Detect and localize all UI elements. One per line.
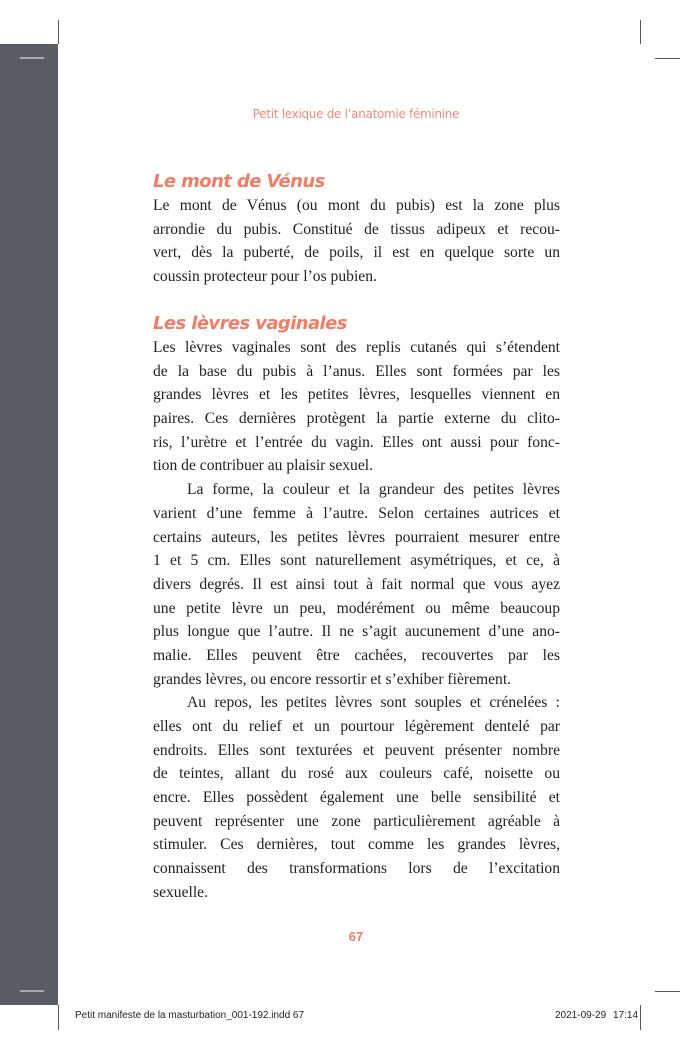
section-body bbox=[153, 194, 560, 289]
text-line: varient d’une femme à l’autre. Selon certaines autrices et bbox=[153, 504, 560, 522]
text-line: peuvent représenter une zone particulièrement agréable à bbox=[153, 812, 560, 830]
text-line: malie. Elles peuvent être cachées, recouvertes par les bbox=[153, 646, 560, 664]
crop-mark bbox=[655, 58, 680, 59]
text-line: Au repos, les petites lèvres sont souples et crénelées : bbox=[187, 694, 560, 712]
text-line: Le mont de Vénus (ou mont du pubis) est la zone plus bbox=[153, 197, 560, 214]
text-line: endroits. Elles sont texturées et peuvent présenter nombre bbox=[153, 741, 560, 759]
crop-mark bbox=[640, 1005, 641, 1030]
text-line: coussin protecteur pour l’os pubien. bbox=[153, 268, 377, 286]
text-line: connaissent des transformations lors de l’excitation bbox=[153, 860, 560, 878]
text-line: divers degrés. Il est ainsi tout à fait normal que vous ayez bbox=[153, 575, 560, 593]
text-line: paires. Ces dernières protègent la partie externe du clito- bbox=[153, 410, 560, 428]
section-heading: Les lèvres vaginales bbox=[153, 313, 347, 334]
text-line: stimuler. Ces dernières, tout comme les grandes lèvres, bbox=[153, 836, 560, 854]
slug-filename: Petit manifeste de la masturbation_001-192.indd 67 bbox=[75, 1010, 305, 1021]
slug-time: 17:14 bbox=[613, 1010, 639, 1021]
crop-mark bbox=[20, 57, 44, 59]
section-body bbox=[153, 336, 560, 905]
text-line: de teintes, allant du rosé aux couleurs café, noisette ou bbox=[153, 765, 560, 783]
text-line: de la base du pubis à l’anus. Elles sont formées par les bbox=[153, 362, 560, 380]
text-line: une petite lèvre un peu, modérément ou même beaucoup bbox=[153, 599, 560, 617]
crop-mark bbox=[640, 20, 641, 44]
text-line: 1 et 5 cm. Elles sont naturellement asymétriques, et ce, à bbox=[153, 552, 560, 570]
text-line: arrondie du pubis. Constitué de tissus adipeux et recou- bbox=[153, 220, 560, 238]
crop-mark bbox=[655, 991, 680, 992]
section-heading: Le mont de Vénus bbox=[153, 171, 325, 192]
text-line: ris, l’urètre et l’entrée du vagin. Elles ont aussi pour fonc- bbox=[153, 433, 560, 451]
text-line: elles ont du relief et un pourtour légèrement dentelé par bbox=[153, 718, 560, 735]
text-line: encre. Elles possèdent également une belle sensibilité et bbox=[153, 789, 560, 807]
crop-mark bbox=[20, 990, 44, 992]
bleed-bar bbox=[0, 44, 58, 1005]
text-line: sexuelle. bbox=[153, 883, 208, 901]
page-number: 67 bbox=[348, 929, 364, 944]
text-line: vert, dès la puberté, de poils, il est en quelque sorte un bbox=[153, 244, 560, 262]
crop-mark bbox=[58, 20, 59, 44]
text-line: plus longue que l’autre. Il ne s’agit aucunement d’une ano- bbox=[153, 623, 560, 641]
text-line: Les lèvres vaginales sont des replis cutanés qui s’étendent bbox=[153, 339, 560, 356]
text-line: certains auteurs, les petites lèvres pourraient mesurer entre bbox=[153, 528, 560, 546]
text-line: La forme, la couleur et la grandeur des petites lèvres bbox=[187, 481, 560, 499]
slug-date: 2021-09-29 bbox=[555, 1010, 607, 1021]
text-line: grandes lèvres, ou encore ressortir et s’exhiber fièrement. bbox=[153, 670, 512, 688]
crop-mark bbox=[58, 1005, 59, 1030]
running-head: Petit lexique de l’anatomie féminine bbox=[252, 107, 460, 121]
text-line: grandes lèvres et les petites lèvres, lesquelles viennent en bbox=[153, 386, 560, 404]
text-line: tion de contribuer au plaisir sexuel. bbox=[153, 457, 373, 475]
